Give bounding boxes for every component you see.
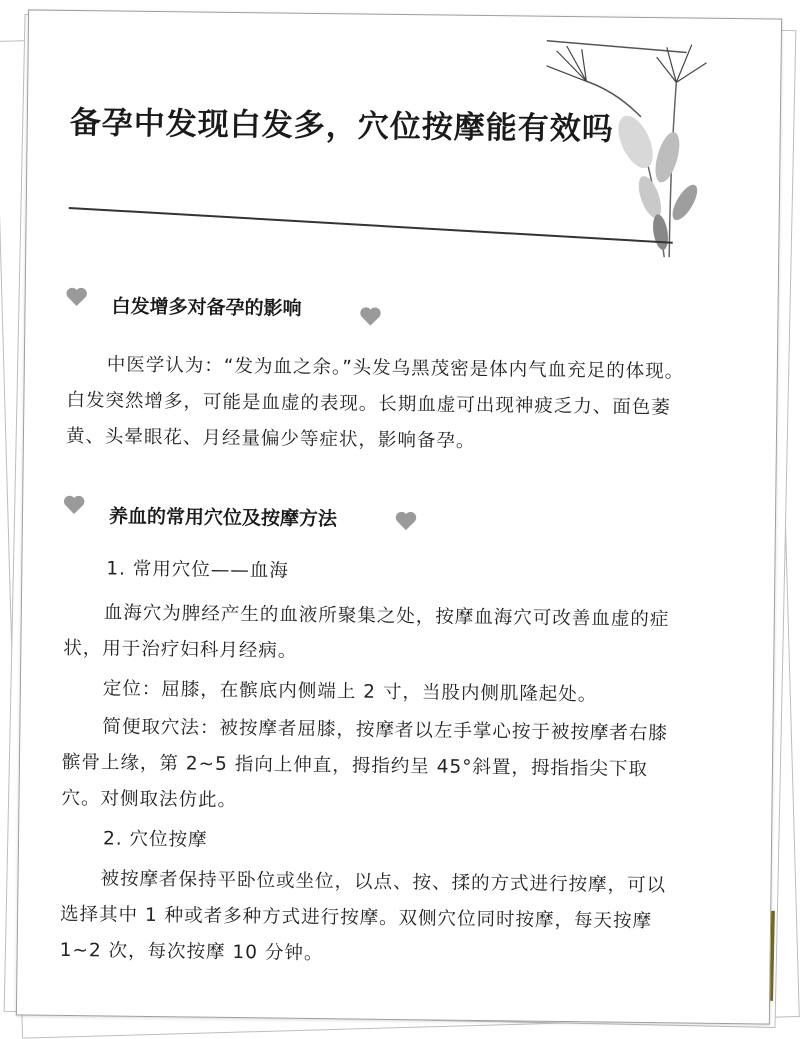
- subheading: 1. 常用穴位——血海: [106, 558, 290, 582]
- section-heading: 白发增多对备孕的影响: [111, 295, 302, 320]
- heart-icon: [395, 511, 417, 531]
- heart-icon: [63, 495, 85, 515]
- body-paragraph: 被按摩者保持平卧位或坐位，以点、按、揉的方式进行按摩，可以选择其中 1 种或者多种方式进行按摩。双侧穴位同时按摩，每天按摩 1~2 次，每次按摩 10 分钟。: [59, 868, 667, 965]
- body-paragraph: 简便取穴法：被按摩者屈膝，按摩者以左手掌心按于被按摩者右膝髌骨上缘，第 2~5 指向上伸直，拇指约呈 45°斜置，拇指指尖下取穴。对侧取法仿此。: [61, 716, 669, 812]
- body-paragraph: 中医学认为：“发为血之余。”头发乌黑茂密是体内气血充足的体现。白发突然增多，可能是血虚的表现。长期血虚可出现神疲乏力、面色萎黄、头晕眼花、月经量偏少等症状，影响备孕。: [65, 354, 685, 452]
- subheading: 2. 穴位按摩: [102, 828, 208, 851]
- body-paragraph: 血海穴为脾经产生的血液所聚集之处，按摩血海穴可改善血虚的症状，用于治疗妇科月经病。: [63, 602, 670, 662]
- heart-icon: [66, 287, 88, 307]
- body-paragraph: 定位：屈膝，在髌底内侧端上 2 寸，当股内侧肌隆起处。: [102, 678, 598, 706]
- page-title: 备孕中发现白发多，穴位按摩能有效吗: [69, 104, 614, 148]
- heart-icon: [359, 307, 381, 327]
- section-heading: 养血的常用穴位及按摩方法: [108, 505, 338, 531]
- book-page: [16, 9, 782, 1024]
